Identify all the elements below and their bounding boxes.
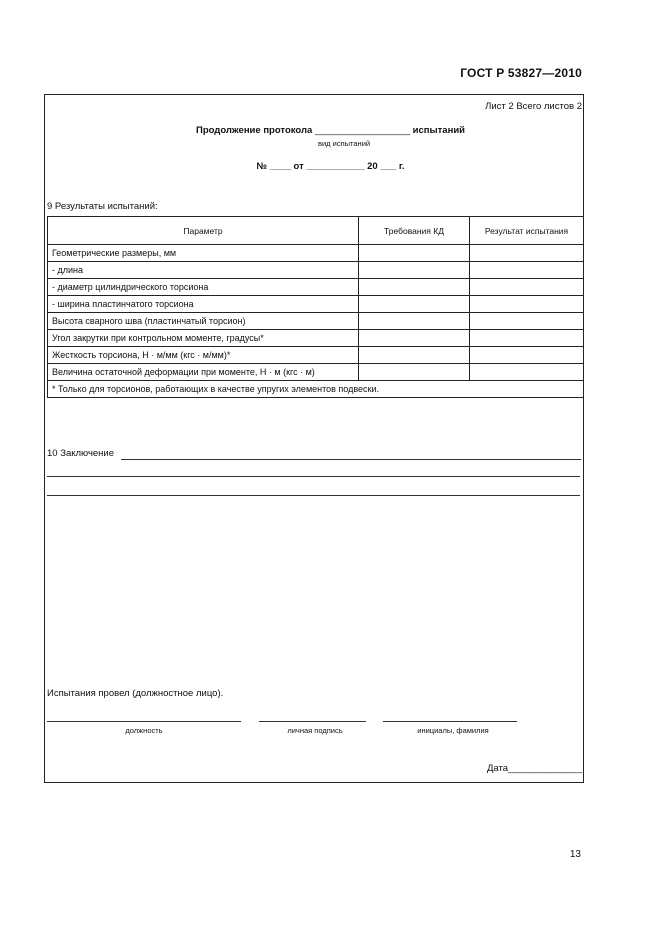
table-row: [48, 330, 584, 347]
table-row: [48, 279, 584, 296]
table-row: [48, 347, 584, 364]
requirement-cell[interactable]: [359, 245, 470, 262]
requirement-cell[interactable]: [359, 279, 470, 296]
requirement-cell[interactable]: [359, 364, 470, 381]
section10-title: 10 Заключение: [47, 448, 115, 459]
protocol-title: [0, 125, 661, 136]
conclusion-line[interactable]: [47, 495, 580, 496]
row-label: - ширина пластинчатого торсиона: [48, 296, 359, 313]
requirement-cell[interactable]: [359, 330, 470, 347]
row-label: - длина: [48, 262, 359, 279]
protocol-title-suffix: испытаний: [412, 125, 466, 136]
column-header-requirements: Требования КД: [359, 217, 470, 245]
standard-number: ГОСТ Р 53827—2010: [460, 66, 582, 80]
signature-line[interactable]: [259, 721, 366, 722]
result-cell[interactable]: [470, 279, 584, 296]
row-label: Величина остаточной деформации при моменте, Н · м (кгс · м): [48, 364, 359, 381]
row-label: Угол закрутки при контрольном моменте, градусы*: [48, 330, 359, 347]
name-caption: инициалы, фамилия: [417, 726, 489, 735]
row-label: - диаметр цилиндрического торсиона: [48, 279, 359, 296]
test-type-caption: вид испытаний: [318, 139, 371, 148]
signature-caption: личная подпись: [287, 726, 343, 735]
results-table-header: [48, 217, 584, 245]
table-footnote-row: [48, 381, 584, 398]
conclusion-line[interactable]: [121, 459, 581, 460]
requirement-cell[interactable]: [359, 347, 470, 364]
requirement-cell[interactable]: [359, 296, 470, 313]
results-table: [47, 216, 584, 398]
result-cell[interactable]: [470, 347, 584, 364]
row-label: Геометрические размеры, мм: [48, 245, 359, 262]
result-cell[interactable]: [470, 364, 584, 381]
conclusion-line[interactable]: [47, 476, 580, 477]
table-row: [48, 296, 584, 313]
page-number: 13: [569, 849, 581, 860]
performed-by-label: Испытания провел (должностное лицо).: [47, 688, 224, 699]
protocol-number-line: № ____ от ___________ 20 ___ г.: [256, 161, 405, 172]
row-label: Жесткость торсиона, Н · м/мм (кгс · м/мм)*: [48, 347, 359, 364]
table-row: [48, 364, 584, 381]
protocol-form-frame: [44, 94, 584, 783]
date-field[interactable]: Дата______________: [486, 763, 582, 774]
row-label: Высота сварного шва (пластинчатый торсион): [48, 313, 359, 330]
result-cell[interactable]: [470, 330, 584, 347]
result-cell[interactable]: [470, 313, 584, 330]
table-row: [48, 262, 584, 279]
table-row: [48, 245, 584, 262]
result-cell[interactable]: [470, 245, 584, 262]
name-line[interactable]: [383, 721, 517, 722]
result-cell[interactable]: [470, 262, 584, 279]
position-caption: должность: [125, 726, 163, 735]
table-row: [48, 313, 584, 330]
column-header-result: Результат испытания: [470, 217, 584, 245]
column-header-parameter: Параметр: [48, 217, 359, 245]
result-cell[interactable]: [470, 296, 584, 313]
requirement-cell[interactable]: [359, 313, 470, 330]
position-line[interactable]: [47, 721, 241, 722]
requirement-cell[interactable]: [359, 262, 470, 279]
section9-title: 9 Результаты испытаний:: [47, 201, 158, 212]
protocol-title-prefix: Продолжение протокола: [195, 125, 313, 136]
table-footnote: * Только для торсионов, работающих в качестве упругих элементов подвески.: [48, 381, 584, 398]
protocol-title-blank: __________________: [314, 125, 411, 136]
sheet-info: Лист 2 Всего листов 2: [485, 101, 582, 112]
